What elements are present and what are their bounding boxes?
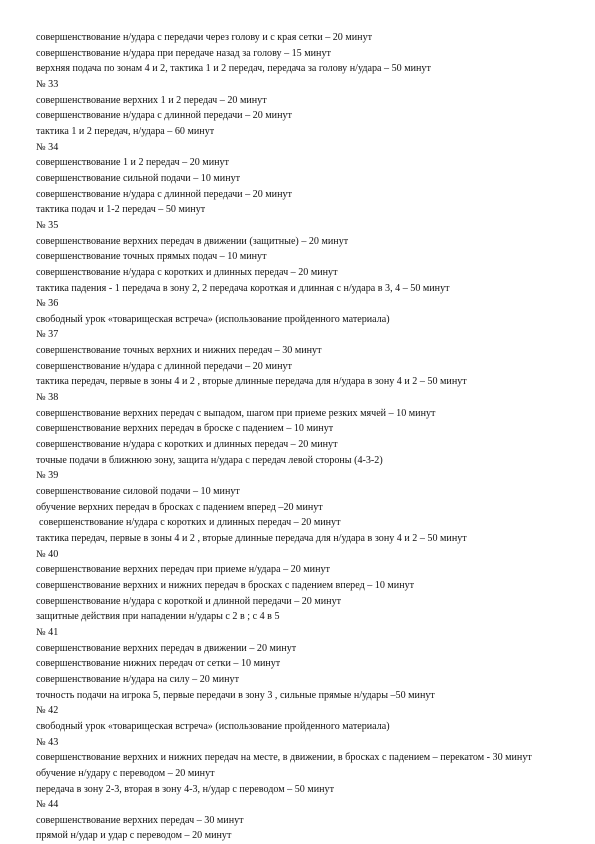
- lesson-number: № 35: [36, 219, 59, 231]
- lesson-item: точность подачи на игрока 5, первые передачи в зону 3 , сильные прямые н/удары –50 минут: [36, 689, 435, 701]
- lesson-number: № 39: [36, 470, 59, 482]
- lesson-item: совершенствование верхних передач с выпадом, шагом при приеме резких мячей – 10 минут: [36, 407, 436, 419]
- lesson-item: совершенствование н/удара с коротких и длинных передач – 20 минут: [36, 266, 338, 278]
- lesson-number: № 44: [36, 799, 59, 811]
- lesson-item: тактика передач, первые в зоны 4 и 2 , вторые длинные передача для н/удара в зону 4 и 2 – 50 минут: [36, 533, 467, 544]
- lesson-item: совершенствование н/удара с длинной передачи – 20 минут: [36, 188, 292, 200]
- lesson-item: совершенствование н/удара с коротких и длинных передач – 20 минут: [39, 517, 341, 529]
- lesson-item: верхняя подача по зонам 4 и 2, тактика 1 и 2 передач, передача за голову н/удара – 50 минут: [36, 63, 431, 75]
- lesson-item: совершенствование н/удара на силу – 20 минут: [36, 673, 239, 685]
- lesson-number: № 40: [36, 548, 59, 560]
- lesson-item: тактика передач, первые в зоны 4 и 2 , вторые длинные передача для н/удара в зону 4 и 2 – 50 минут: [36, 376, 467, 388]
- lesson-item: тактика падения - 1 передача в зону 2, 2 передача короткая и длинная с н/удара в 3, 4 – 50 минут: [36, 282, 450, 294]
- lesson-item: передача в зону 2-3, вторая в зону 4-3, н/удар с переводом – 50 минут: [36, 783, 334, 795]
- lesson-item: совершенствование нижних передач от сетки – 10 минут: [36, 658, 281, 670]
- lesson-item: совершенствование 1 и 2 передач – 20 минут: [36, 157, 229, 169]
- lesson-item: совершенствование верхних и нижних передач на месте, в движении, в бросках с падением – перекатом - 30 минут: [36, 752, 532, 764]
- lesson-number: № 34: [36, 141, 59, 153]
- lesson-item: совершенствование верхних передач при приеме н/удара – 20 минут: [36, 564, 330, 576]
- lesson-number: № 43: [36, 736, 59, 748]
- lesson-item: совершенствование верхних передач в движении (защитные) – 20 минут: [36, 235, 349, 247]
- lesson-item: совершенствование сильной подачи – 10 минут: [36, 172, 241, 184]
- lesson-item: обучение верхних передач в бросках с падением вперед –20 минут: [36, 501, 323, 513]
- lesson-number: № 33: [36, 78, 59, 90]
- lesson-plan-text: [36, 30, 566, 844]
- lesson-item: совершенствование верхних и нижних передач в бросках с падением вперед – 10 минут: [36, 579, 415, 591]
- lesson-item: совершенствование верхних передач – 30 минут: [36, 814, 244, 826]
- lesson-item: совершенствование н/удара с короткой и длинной передачи – 20 минут: [36, 595, 342, 607]
- lesson-item: защитные действия при нападении н/удары с 2 в ; с 4 в 5: [36, 611, 280, 623]
- lesson-item: совершенствование н/удара при передаче назад за голову – 15 минут: [36, 47, 331, 59]
- lesson-item: совершенствование точных прямых подач – 10 минут: [36, 251, 267, 263]
- lesson-item: прямой н/удар и удар с переводом – 20 минут: [36, 830, 232, 842]
- lesson-item: совершенствование н/удара с передачи через голову и с края сетки – 20 минут: [36, 32, 373, 43]
- lesson-item: свободный урок «товарищеская встреча» (использование пройденного материала): [36, 720, 390, 732]
- lesson-number: № 41: [36, 626, 59, 638]
- lesson-number: № 42: [36, 705, 59, 717]
- lesson-item: тактика подач и 1-2 передач – 50 минут: [36, 204, 206, 216]
- lesson-number: № 38: [36, 392, 59, 404]
- lesson-item: обучение н/удару с переводом – 20 минут: [36, 767, 215, 779]
- lesson-number: № 37: [36, 329, 59, 341]
- lesson-item: тактика 1 и 2 передач, н/удара – 60 минут: [36, 125, 215, 137]
- lesson-item: совершенствование верхних передач в броске с падением – 10 минут: [36, 423, 334, 435]
- lesson-item: совершенствование н/удара с длинной передачи – 20 минут: [36, 360, 292, 372]
- lesson-item: совершенствование верхних передач в движении – 20 минут: [36, 642, 297, 654]
- lesson-item: совершенствование верхних 1 и 2 передач – 20 минут: [36, 94, 267, 106]
- lesson-item: совершенствование силовой подачи – 10 минут: [36, 486, 240, 498]
- lesson-item: совершенствование н/удара с коротких и длинных передач – 20 минут: [36, 439, 338, 451]
- lesson-number: № 36: [36, 298, 59, 310]
- lesson-item: совершенствование точных верхних и нижних передач – 30 минут: [36, 345, 322, 357]
- lesson-item: свободный урок «товарищеская встреча» (использование пройденного материала): [36, 313, 390, 325]
- lesson-item: точные подачи в ближнюю зону, защита н/удара с передач левой стороны (4-3-2): [36, 454, 383, 466]
- lesson-item: совершенствование н/удара с длинной передачи – 20 минут: [36, 110, 292, 122]
